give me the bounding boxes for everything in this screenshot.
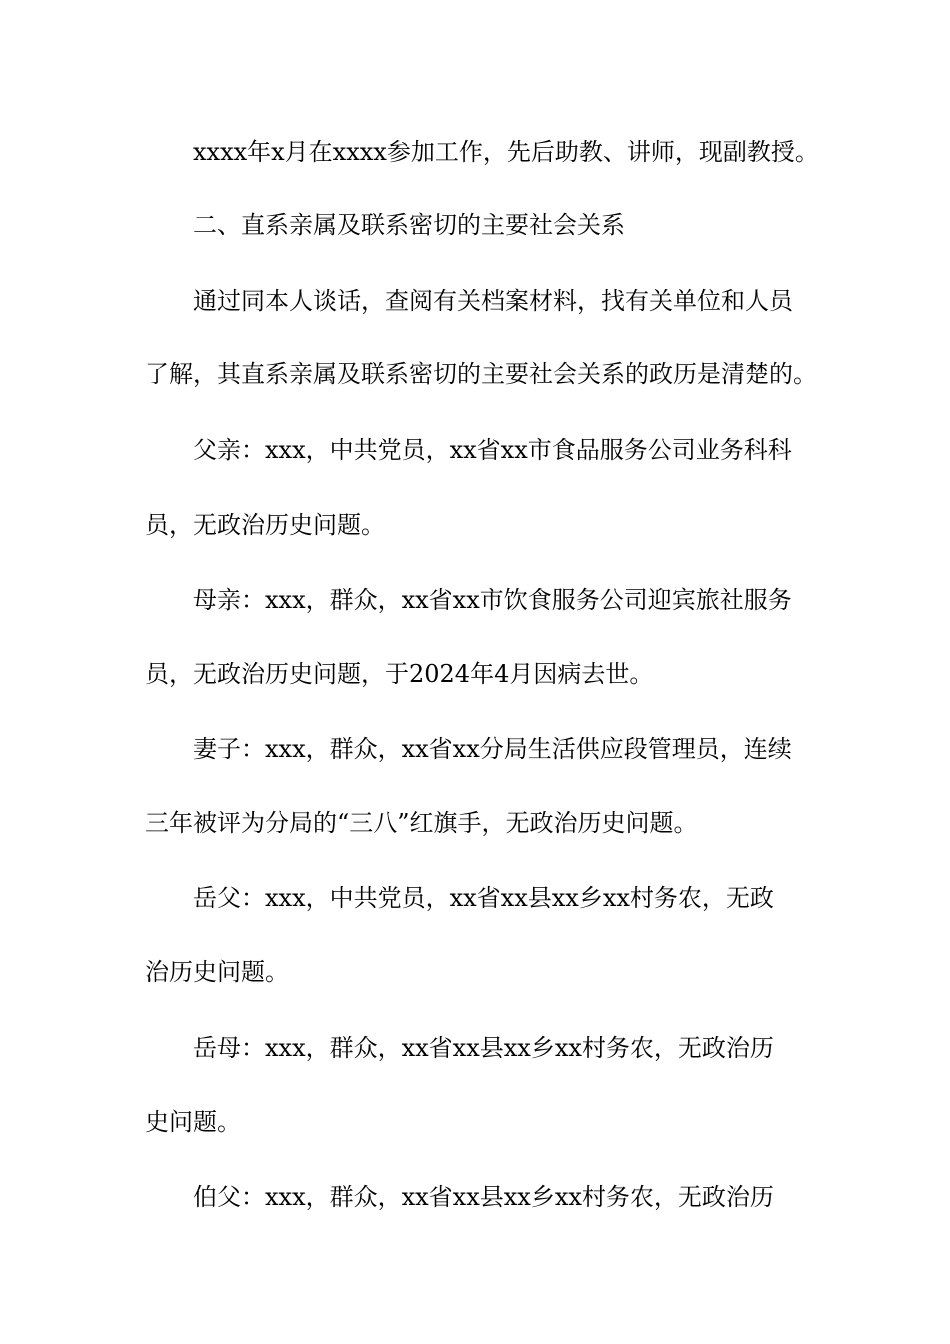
mother-line-continued: 员，无政治历史问题，于2024年4月因病去世。 <box>145 660 654 688</box>
section-heading: 二、直系亲属及联系密切的主要社会关系 <box>193 211 625 239</box>
mother-line: 母亲：xxx，群众，xx省xx市饮食服务公司迎宾旅社服务 <box>193 586 792 614</box>
father-in-law-line: 岳父：xxx，中共党员，xx省xx县xx乡xx村务农，无政 <box>193 884 774 912</box>
work-history-line: xxxx年x月在xxxx参加工作，先后助教、讲师，现副教授。 <box>193 138 819 166</box>
wife-line: 妻子：xxx，群众，xx省xx分局生活供应段管理员，连续 <box>193 735 792 763</box>
father-in-law-line-continued: 治历史问题。 <box>145 958 289 986</box>
father-line: 父亲：xxx，中共党员，xx省xx市食品服务公司业务科科 <box>193 436 792 464</box>
intro-line: 通过同本人谈话，查阅有关档案材料，找有关单位和人员 <box>193 287 793 315</box>
uncle-line: 伯父：xxx，群众，xx省xx县xx乡xx村务农，无政治历 <box>193 1183 774 1211</box>
father-line-continued: 员，无政治历史问题。 <box>145 511 385 539</box>
intro-line-continued: 了解，其直系亲属及联系密切的主要社会关系的政历是清楚的。 <box>145 360 817 388</box>
mother-in-law-line: 岳母：xxx，群众，xx省xx县xx乡xx村务农，无政治历 <box>193 1034 774 1062</box>
wife-line-continued: 三年被评为分局的“三八”红旗手，无政治历史问题。 <box>145 809 698 837</box>
mother-in-law-line-continued: 史问题。 <box>145 1108 241 1136</box>
